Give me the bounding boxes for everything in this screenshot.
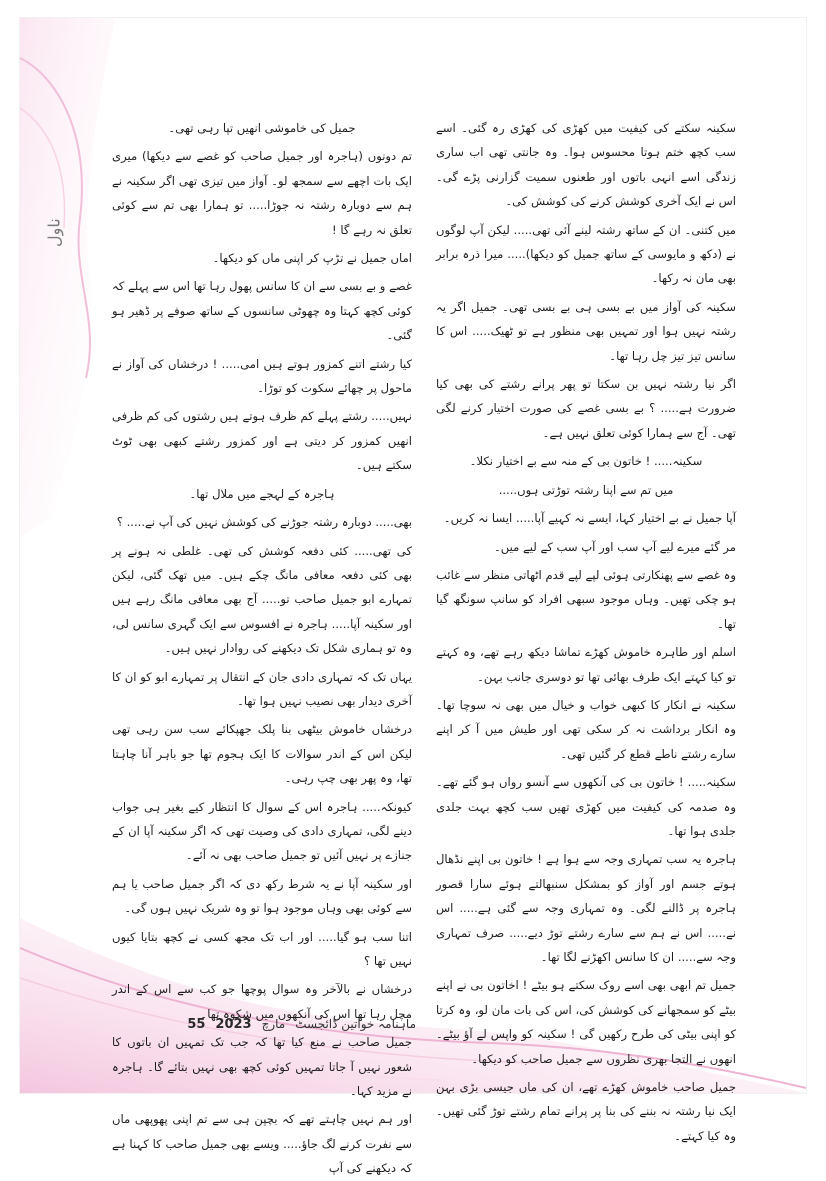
- paragraph: تم دونوں (ہاجرہ اور جمیل صاحب کو غصے سے دیکھا) میری ایک بات اچھے سے سمجھ لو۔ آواز میں تیزی تھی اگر سکینہ نے ہم سے دوبارہ رشتہ نہ جوڑا..... تو ہمارا بھی تم سے کوئی تعلق نہ رہے گا !: [112, 149, 412, 237]
- paragraph: مر گئے میرے لیے آپ سب اور آپ سب کے لیے میں۔: [493, 539, 736, 554]
- paragraph: اور سکینہ آپا نے یہ شرط رکھ دی کہ اگر جمیل صاحب یا ہم سے کوئی بھی وہاں موجود ہوا تو وہ شریک نہیں ہوں گی۔: [112, 876, 412, 916]
- paragraph: اور ہم نہیں چاہتے تھے کہ بچپن ہی سے تم اپنی پھوپھی ماں سے نفرت کرنے لگ جاؤ..... ویسے بھی جمیل صاحب کا کہنا ہے کہ دیکھنے کی آپ: [112, 1112, 412, 1176]
- paragraph: اتنا سب ہو گیا..... اور اب تک مجھ کسی نے کچھ بتایا کیوں نہیں تھا ؟: [112, 929, 412, 968]
- paragraph: ہاجرہ کے لہجے میں ملال تھا۔: [189, 486, 335, 501]
- paragraph: سکینہ..... ! خاتون بی کی آنکھوں سے آنسو رواں ہو گئے تھے۔ وہ صدمہ کی کیفیت میں کھڑی تھیں سب کچھ بہت جلدی جلدی ہوا تھا۔: [436, 775, 736, 838]
- paragraph: درخشاں نے بالآخر وہ سوال پوچھا جو کب سے اس کے اندر مچل رہا تھا اس کی آنکھوں میں شکوہ تھا۔: [112, 982, 412, 1021]
- paragraph: جمیل کی خاموشی انھیں تپا رہی تھی۔: [168, 121, 356, 135]
- paragraph: سکینہ نے انکار کا کبھی خواب و خیال میں بھی نہ سوچا تھا۔ وہ انکار برداشت نہ کر سکی تھی اور طیش میں آ کر اپنے سارے رشتے ناطے قطع کر گئیں تھی۔: [436, 697, 736, 761]
- page-number: 55: [187, 1016, 206, 1032]
- magazine-name: ماہنامہ خواتین ڈائجسٹ: [295, 1017, 416, 1031]
- paragraph: کیا رشتے اتنے کمزور ہوتے ہیں امی..... ! درخشاں کی آواز نے ماحول پر چھائے سکوت کو توڑا۔: [112, 356, 412, 396]
- paragraph: درخشاں خاموش بیٹھی بنا پلک جھپکائے سب سن رہی تھی لیکن اس کے اندر سوالات کا ایک ہجوم تھا جو باہر آنا چاہتا تھا، وہ پھر بھی چپ رہی۔: [112, 722, 412, 786]
- paragraph: جمیل صاحب خاموش کھڑے تھے، ان کی ماں جیسی بڑی بہن ایک نیا رشتہ نہ بننے کی بنا پر پرانے تمام رشتے توڑ گئی تھیں۔ وہ کیا کہتے۔: [436, 1080, 736, 1143]
- paragraph: غصے و بے بسی سے ان کا سانس پھول رہا تھا اس سے پہلے کہ کوئی کچھ کہتا وہ چھوٹی سانسوں کے ساتھ صوفے پر ڈھیر ہو گئی۔: [112, 279, 412, 343]
- paragraph: اگر نیا رشتہ نہیں بن سکتا تو پھر پرانے رشتے کی بھی کیا ضرورت ہے..... ؟ بے بسی غصے کی صورت اختیار کرنے لگی تھی۔ آج سے ہمارا کوئی تعلق نہیں ہے۔: [436, 377, 736, 440]
- paragraph: اماں جمیل نے تڑپ کر اپنی ماں کو دیکھا۔: [212, 251, 412, 266]
- magazine-page: [20, 18, 806, 1176]
- issue-month: مارچ: [261, 1017, 286, 1031]
- page-footer: [116, 1012, 416, 1036]
- paragraph: کیونکہ..... ہاجرہ اس کے سوال کا انتظار کیے بغیر ہی جواب دینے لگی، تمہاری دادی کی وصیت تھی کہ اگر سکینہ آپا ان کے جنازے پر نہیں آئیں تو جمیل صاحب بھی نہ آئے۔: [112, 799, 412, 863]
- paragraph: جمیل صاحب نے منع کیا تھا کہ جب تک تمہیں ان باتوں کا شعور نہیں آ جاتا تمہیں کوئی کچھ بھی نہیں بتائے گا۔ ہاجرہ نے مزید کہا۔: [112, 1035, 412, 1099]
- paragraph: ہاجرہ یہ سب تمہاری وجہ سے ہوا ہے ! خاتون بی اپنے نڈھال ہوتے جسم اور آواز کو بمشکل سنبھالتے ہوئے سارا قصور ہاجرہ پر ڈالنے لگی۔ وہ تمہاری وجہ سے گئی ہے..... اس نے..... اس نے ہم سے سارے رشتے توڑ دیے..... صرف تمہاری وجہ سے..... ان کا سانس اکھڑنے لگا تھا۔: [436, 852, 736, 964]
- paragraph: میں تم سے اپنا رشتہ توڑتی ہوں.....: [498, 482, 674, 497]
- paragraph: سکینہ سکتے کی کیفیت میں کھڑی کی کھڑی رہ گئی۔ اسے سب کچھ ختم ہوتا محسوس ہوا۔ وہ جانتی تھی اب ساری زندگی اسے انہی باتوں اور طعنوں سمیت گزارنی پڑے گی۔ اس نے ایک آخری کوشش کرنے کی کوشش کی۔: [436, 121, 736, 209]
- paragraph: اسلم اور طاہرہ خاموش کھڑے تماشا دیکھ رہے تھے، وہ کہتے تو کیا کہتے ایک طرف بھائی تھا تو دوسری جانب بہن۔: [436, 645, 736, 684]
- paragraph: جمیل تم ابھی بھی اسے روک سکتے ہو بیٹے ! اخاتون بی نے اپنے بیٹے کو سمجھانے کی کوشش کی، اس کی بات مان لو، وہ کرتا کو اپنی بیٹی کی طرح رکھیں گی ! سکینہ کو واپس لے آؤ بیٹے۔ انھوں نے التجا بھری نظروں سے جمیل صاحب کو دیکھا۔: [436, 978, 736, 1066]
- paragraph: یہاں تک کہ تمہاری دادی جان کے انتقال پر تمہارے ابو کو ان کا آخری دیدار بھی نصیب نہیں ہوا تھا۔: [112, 669, 412, 708]
- paragraph: وہ غصے سے پھنکارتی ہوئی لپے لپے قدم اٹھاتی منظر سے غائب ہو چکی تھیں۔ وہاں موجود سبھی افراد کو سانپ سونگھ گیا تھا۔: [436, 567, 736, 631]
- paragraph: سکینہ کی آواز میں بے بسی ہی بے بسی تھی۔ جمیل اگر یہ رشتہ نہیں ہوا اور تمہیں بھی منظور ہے تو ٹھیک..... اس کا سانس تیز تیز چل رہا تھا۔: [436, 299, 736, 363]
- paragraph: بھی..... دوبارہ رشتہ جوڑنے کی کوشش نہیں کی آپ نے..... ؟: [116, 515, 412, 530]
- paragraph: میں کتنی۔ ان کے ساتھ رشتہ لینے آئی تھی..... لیکن آپ لوگوں نے (دکھ و مایوسی کے ساتھ جمیل کو دیکھا)..... میرا ذرہ برابر بھی مان نہ رکھا۔: [436, 222, 736, 286]
- issue-year: 2023: [215, 1016, 252, 1032]
- paragraph: سکینہ..... ! خاتون بی کے منہ سے بے اختیار نکلا۔: [469, 454, 703, 469]
- section-title: ناول: [44, 218, 64, 248]
- text-column-right: [436, 116, 736, 1143]
- paragraph: نہیں..... رشتے پہلے کم ظرف ہوتے ہیں رشتوں کی کم ظرفی انھیں کمزور کر دیتی ہے اور کمزور رشتے کبھی بھی ٹوٹ سکتے ہیں۔: [112, 409, 412, 473]
- paragraph: آپا جمیل نے بے اختیار کہا، ایسے نہ کہیے آپا..... ایسا نہ کریں۔: [443, 511, 736, 526]
- paragraph: کی تھی..... کئی دفعہ کوشش کی تھی۔ غلطی نہ ہونے پر بھی کئی دفعہ معافی مانگ چکے ہیں۔ میں تھک گئی، لیکن تمہارے ابو جمیل صاحب تو..... آج بھی معافی مانگ رہے ہیں اور سکینہ آپا..... ہاجرہ نے افسوس سے ایک گہری سانس لی، وہ تو ہماری شکل تک دیکھنے کی روادار نہیں ہیں۔: [112, 543, 412, 656]
